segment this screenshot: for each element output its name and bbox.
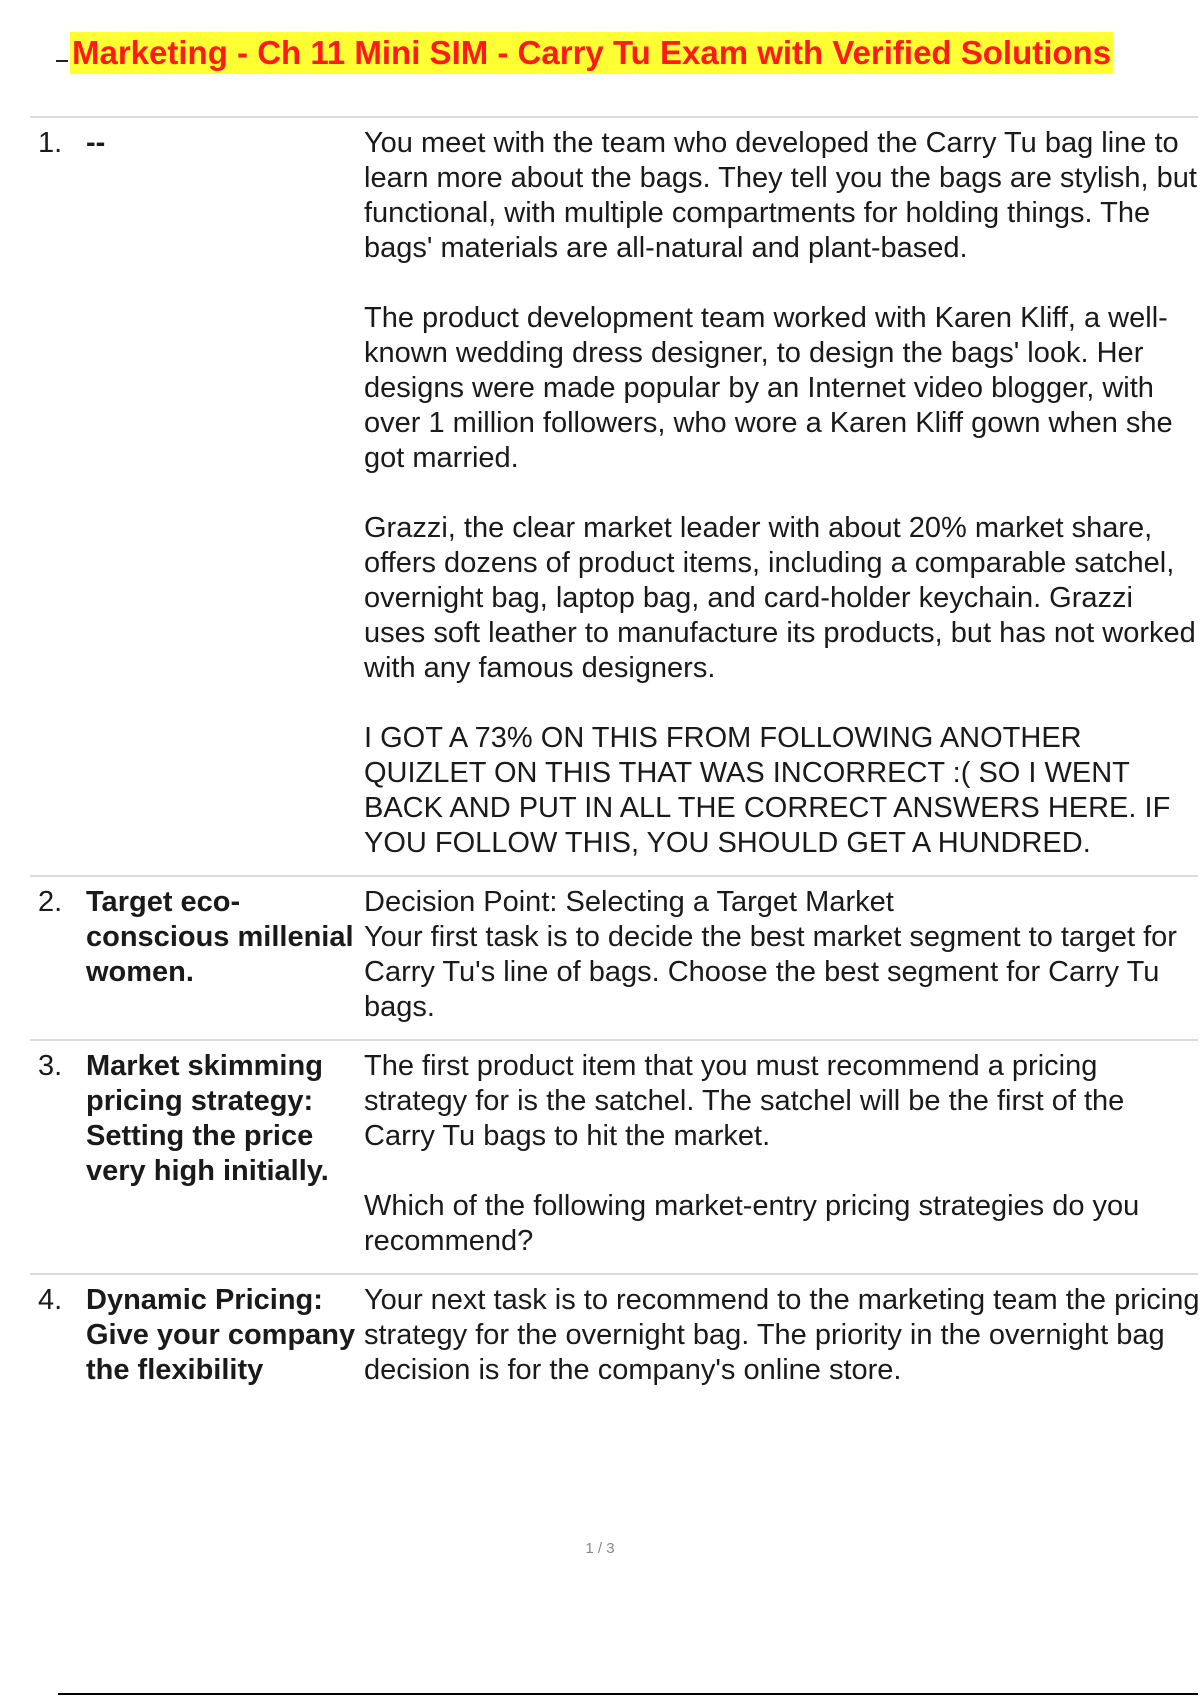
question-paragraph: Grazzi, the clear market leader with about 20% market share, offers dozens of product items, including a comparable satchel, overnight bag, laptop bag, and card-holder keychain. Grazzi uses soft leather to manufacture its products, but has not worked with any famous designers. xyxy=(364,512,1196,684)
row-question xyxy=(364,1283,1200,1388)
qa-row-1 xyxy=(30,116,1198,875)
question-paragraph: Your next task is to recommend to the marketing team the pricing strategy for the overnight bag. The priority in the overnight bag decision is for the company's online store. xyxy=(364,1284,1200,1386)
footer-rule xyxy=(58,1693,1198,1695)
row-answer: Dynamic Pricing: Give your company the flexibility xyxy=(86,1284,356,1386)
page-number: 1 / 3 xyxy=(585,1540,615,1557)
question-paragraph: Decision Point: Selecting a Target Market Your first task is to decide the best market segment to target for Carry Tu's line of bags. Choose the best segment for Carry Tu bags. xyxy=(364,886,1177,1023)
title-dash-mark xyxy=(56,60,68,62)
document-header xyxy=(56,32,1156,76)
question-paragraph: The first product item that you must recommend a pricing strategy for is the satchel. The satchel will be the first of the Carry Tu bags to hit the market. xyxy=(364,1050,1125,1152)
row-question xyxy=(364,126,1200,861)
question-paragraph: The product development team worked with Karen Kliff, a well-known wedding dress designer, to design the bags' look. Her designs were made popular by an Internet video blogger, with over 1 million followers, who wore a Karen Kliff gown when she got married. xyxy=(364,302,1173,474)
row-answer: Target eco-conscious millenial women. xyxy=(86,886,354,988)
row-question xyxy=(364,885,1200,1025)
row-question xyxy=(364,1049,1200,1259)
row-number: 3. xyxy=(38,1050,63,1082)
row-number: 4. xyxy=(38,1284,63,1316)
question-paragraph: I GOT A 73% ON THIS FROM FOLLOWING ANOTHER QUIZLET ON THIS THAT WAS INCORRECT :( SO I WENT BACK AND PUT IN ALL THE CORRECT ANSWERS HERE. IF YOU FOLLOW THIS, YOU SHOULD GET A HUNDRED. xyxy=(364,722,1171,859)
row-number: 2. xyxy=(38,886,63,918)
row-number: 1. xyxy=(38,127,63,159)
qa-row-2 xyxy=(30,875,1198,1039)
qa-row-4 xyxy=(30,1273,1198,1402)
qa-row-3 xyxy=(30,1039,1198,1273)
question-paragraph: You meet with the team who developed the Carry Tu bag line to learn more about the bags. They tell you the bags are stylish, but functional, with multiple compartments for holding things. The bags' materials are all-natural and plant-based. xyxy=(364,127,1197,264)
row-answer: -- xyxy=(86,127,106,159)
row-answer: Market skimming pricing strategy: Setting the price very high initially. xyxy=(86,1050,329,1187)
question-paragraph: Which of the following market-entry pricing strategies do you recommend? xyxy=(364,1190,1140,1257)
document-title: Marketing - Ch 11 Mini SIM - Carry Tu Exam with Verified Solutions xyxy=(70,32,1113,74)
qa-table xyxy=(30,116,1198,1402)
